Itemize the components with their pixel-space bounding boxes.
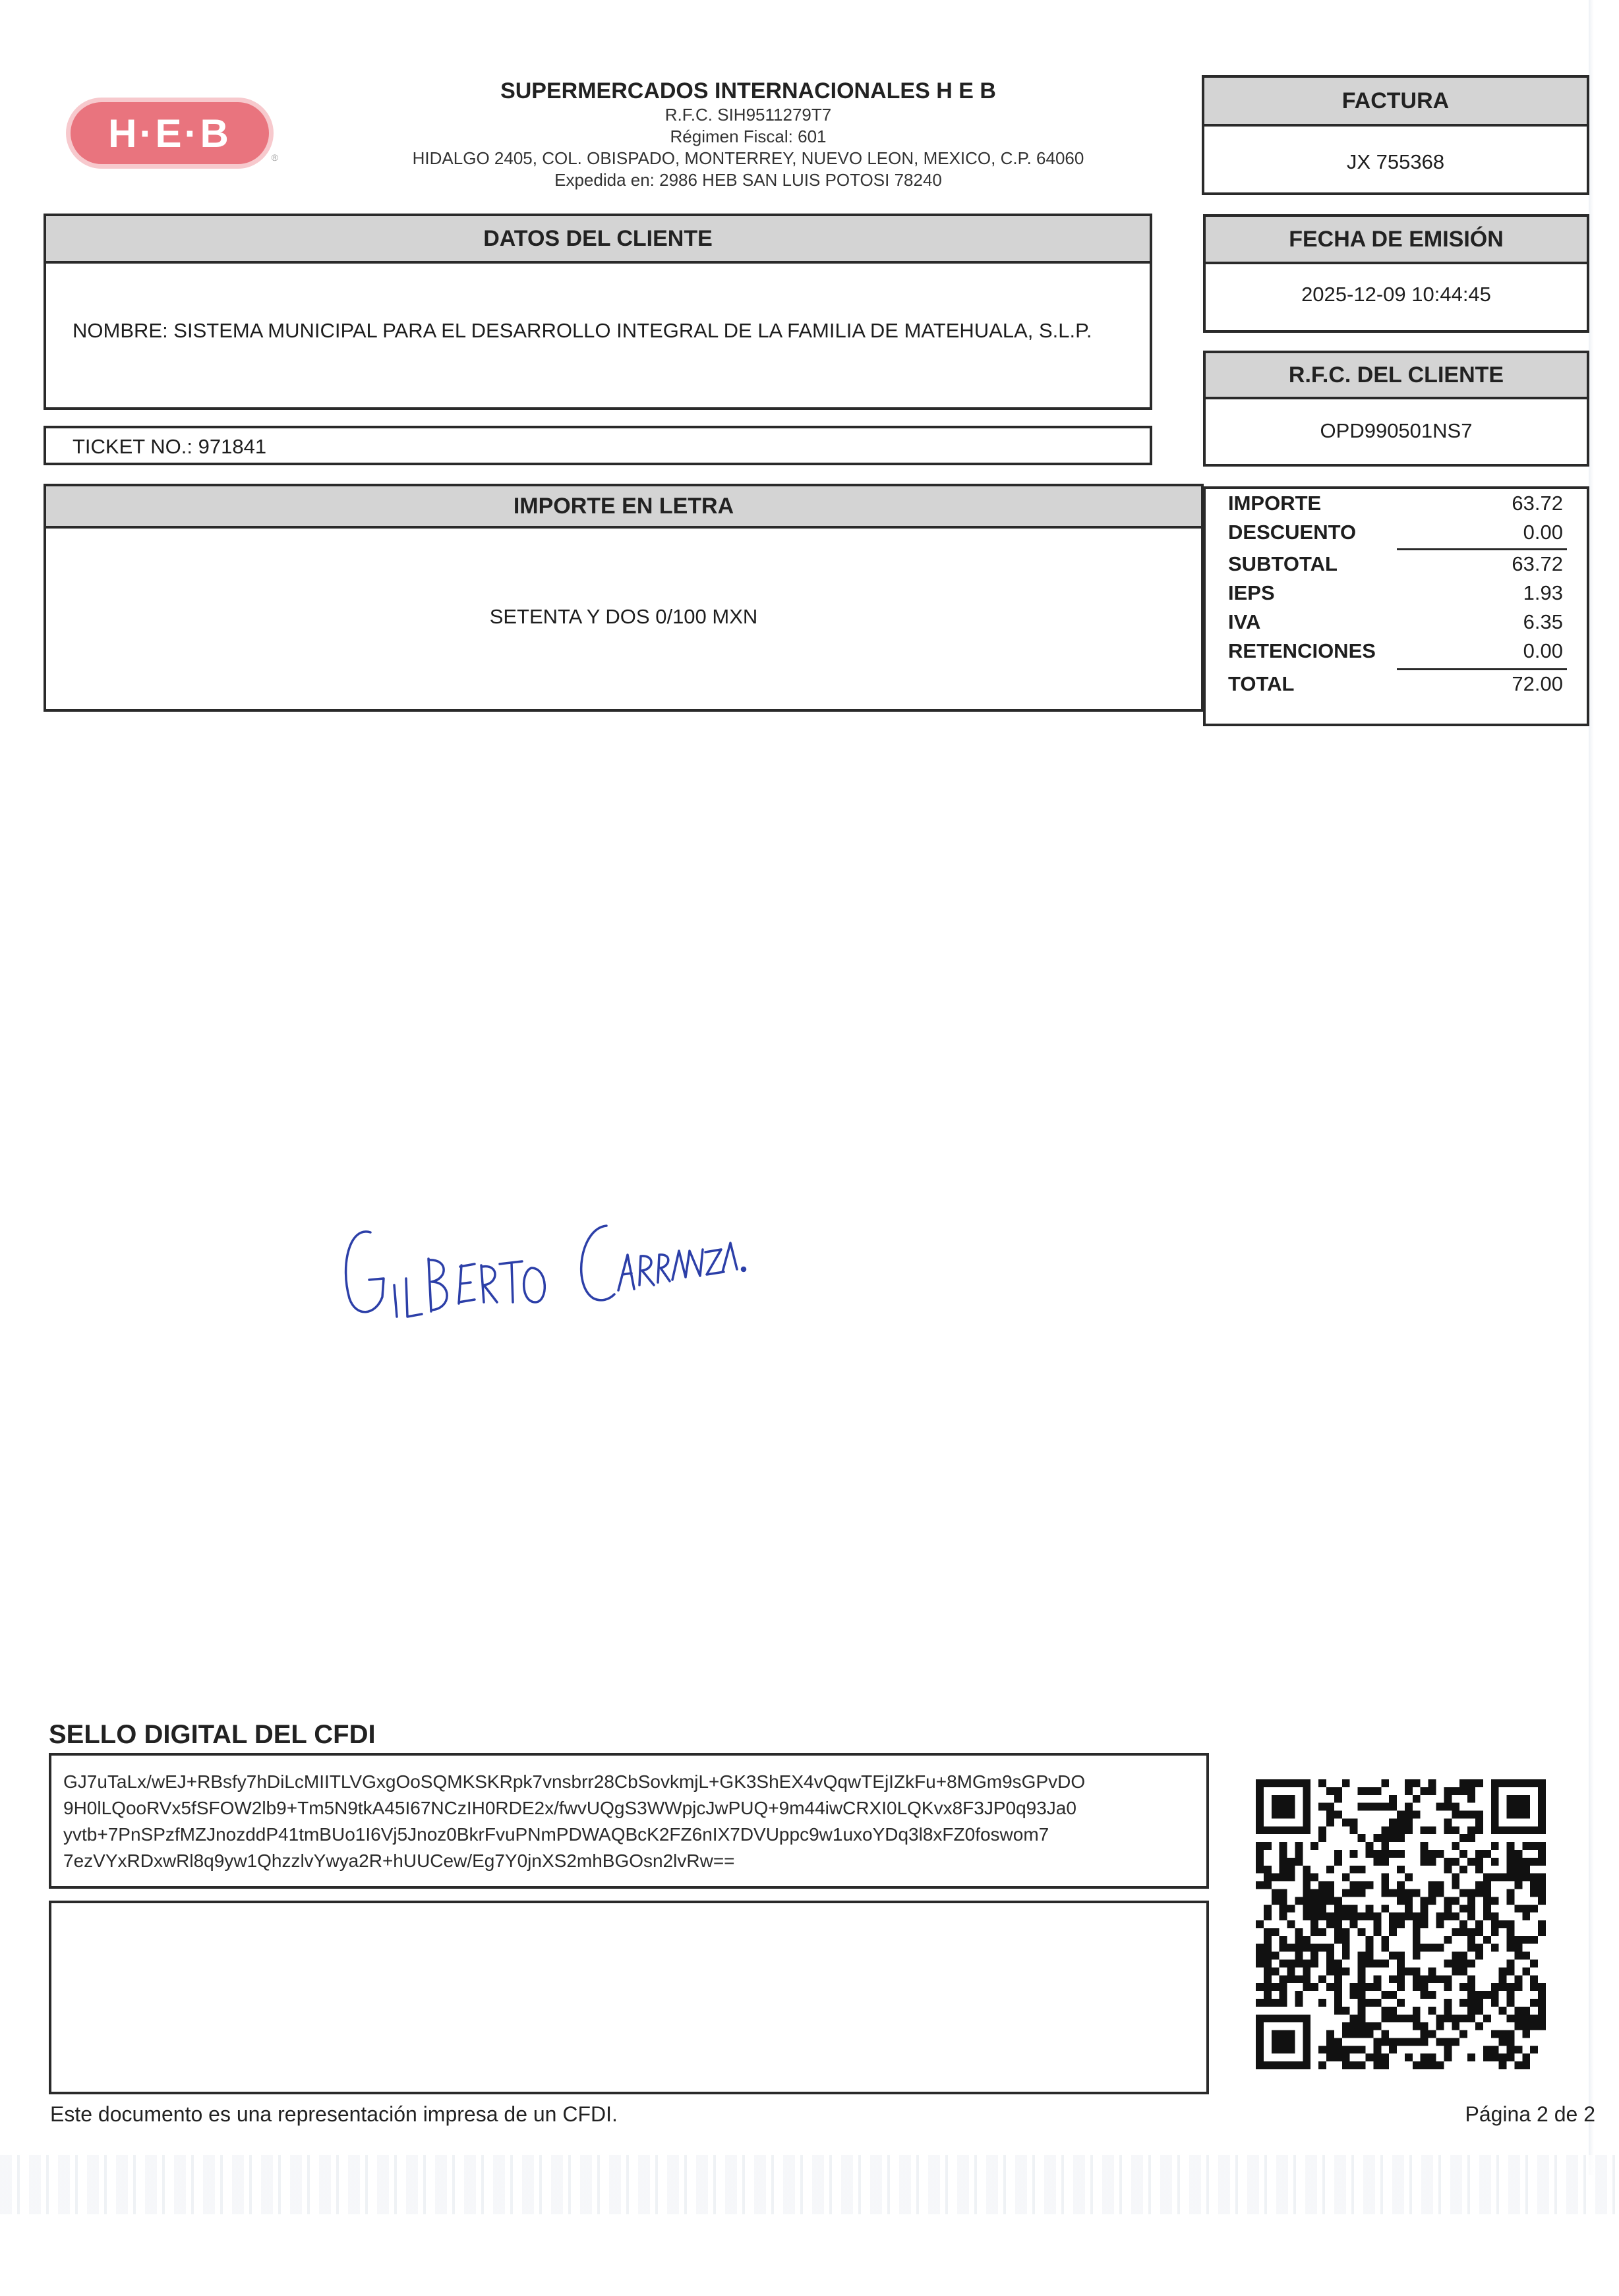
totals-value: 6.35 <box>1523 610 1563 633</box>
importe-letra-box <box>44 484 1204 712</box>
totals-label: SUBTOTAL <box>1228 552 1338 575</box>
sello-line: yvtb+7PnSPzfMZJnozddP41tmBUo1I6Vj5Jnoz0BkrFvuPNmPDWAQBcK2FZ6nIX7DVUppc9w1uxoYDq3l8xFZ0foswom7 <box>63 1824 1049 1845</box>
totals-row-descuento <box>1228 521 1563 550</box>
logo-text: H·E·B <box>108 111 231 156</box>
importe-letra-title: IMPORTE EN LETRA <box>46 486 1201 529</box>
factura-title: FACTURA <box>1204 78 1587 127</box>
company-name: SUPERMERCADOS INTERNACIONALES H E B <box>500 78 996 103</box>
totals-value: 63.72 <box>1512 492 1563 515</box>
totals-row-retenciones <box>1228 639 1563 668</box>
registered-mark: ® <box>271 152 278 163</box>
company-header <box>369 78 1127 191</box>
totals-value: 0.00 <box>1523 521 1563 544</box>
factura-box <box>1202 75 1589 195</box>
totals-value: 63.72 <box>1512 552 1563 575</box>
totals-box <box>1203 486 1589 726</box>
cliente-nombre: NOMBRE: SISTEMA MUNICIPAL PARA EL DESARROLLO INTEGRAL DE LA FAMILIA DE MATEHUALA, S.L.P. <box>73 319 1092 342</box>
handwritten-signature <box>330 1186 751 1344</box>
fecha-emision-title: FECHA DE EMISIÓN <box>1206 217 1587 264</box>
ticket-number: TICKET NO.: 971841 <box>73 435 267 458</box>
datos-cliente-title: DATOS DEL CLIENTE <box>46 216 1150 264</box>
totals-divider <box>1397 548 1567 550</box>
sello-line: 9H0lLQooRVx5fSFOW2lb9+Tm5N9tkA45I67NCzIH0RDE2x/fwvUQgS3WWpjcJwPUQ+9m44iwCRXI0LQKvx8F3JP0q93Ja0 <box>63 1798 1076 1818</box>
company-expedida: Expedida en: 2986 HEB SAN LUIS POTOSI 78240 <box>554 170 942 190</box>
ticket-box <box>44 426 1152 465</box>
scan-artifact <box>0 2155 1619 2214</box>
totals-row-importe <box>1228 492 1563 521</box>
rfc-cliente-box <box>1203 351 1589 467</box>
factura-number: JX 755368 <box>1346 150 1445 173</box>
sello-line: GJ7uTaLx/wEJ+RBsfy7hDiLcMIITLVGxgOoSQMKSKRpk7vnsbrr28CbSovkmjL+GK3ShEX4vQqwTEjIZkFu+8MGm9sGPvDO <box>63 1771 1086 1792</box>
totals-row-iva <box>1228 610 1563 639</box>
totals-value: 0.00 <box>1523 639 1563 662</box>
totals-label: IVA <box>1228 610 1261 633</box>
sello-line: 7ezVYxRDxwRl8q9yw1QhzzlvYwya2R+hUUCew/Eg7Y0jnXS2mhBGOsn2lvRw== <box>63 1851 735 1871</box>
importe-letra-value: SETENTA Y DOS 0/100 MXN <box>489 605 758 628</box>
totals-label: TOTAL <box>1228 672 1295 695</box>
totals-label: IMPORTE <box>1228 492 1322 515</box>
page-number: Página 2 de 2 <box>1465 2102 1595 2126</box>
cfdi-note: Este documento es una representación impresa de un CFDI. <box>50 2102 618 2126</box>
company-rfc: R.F.C. SIH9511279T7 <box>664 105 832 125</box>
heb-logo <box>66 98 278 169</box>
company-address: HIDALGO 2405, COL. OBISPADO, MONTERREY, NUEVO LEON, MEXICO, C.P. 64060 <box>412 148 1084 168</box>
totals-row-total <box>1228 672 1563 701</box>
company-regimen: Régimen Fiscal: 601 <box>670 127 827 146</box>
fecha-emision-box <box>1203 214 1589 333</box>
totals-value: 72.00 <box>1512 672 1563 695</box>
totals-row-ieps <box>1228 581 1563 610</box>
sello-title: SELLO DIGITAL DEL CFDI <box>49 1720 376 1749</box>
rfc-cliente-title: R.F.C. DEL CLIENTE <box>1206 353 1587 399</box>
totals-label: IEPS <box>1228 581 1275 604</box>
totals-value: 1.93 <box>1523 581 1563 604</box>
totals-label: RETENCIONES <box>1228 639 1376 662</box>
datos-cliente-box <box>44 214 1152 410</box>
fecha-emision-value: 2025-12-09 10:44:45 <box>1301 283 1491 306</box>
scan-edge <box>1589 0 1594 2175</box>
empty-box <box>49 1901 1209 2094</box>
totals-row-subtotal <box>1228 552 1563 581</box>
totals-label: DESCUENTO <box>1228 521 1357 544</box>
sello-box <box>49 1753 1209 1889</box>
rfc-cliente-value: OPD990501NS7 <box>1320 419 1473 442</box>
totals-divider <box>1397 668 1567 670</box>
qr-code <box>1256 1779 1546 2069</box>
